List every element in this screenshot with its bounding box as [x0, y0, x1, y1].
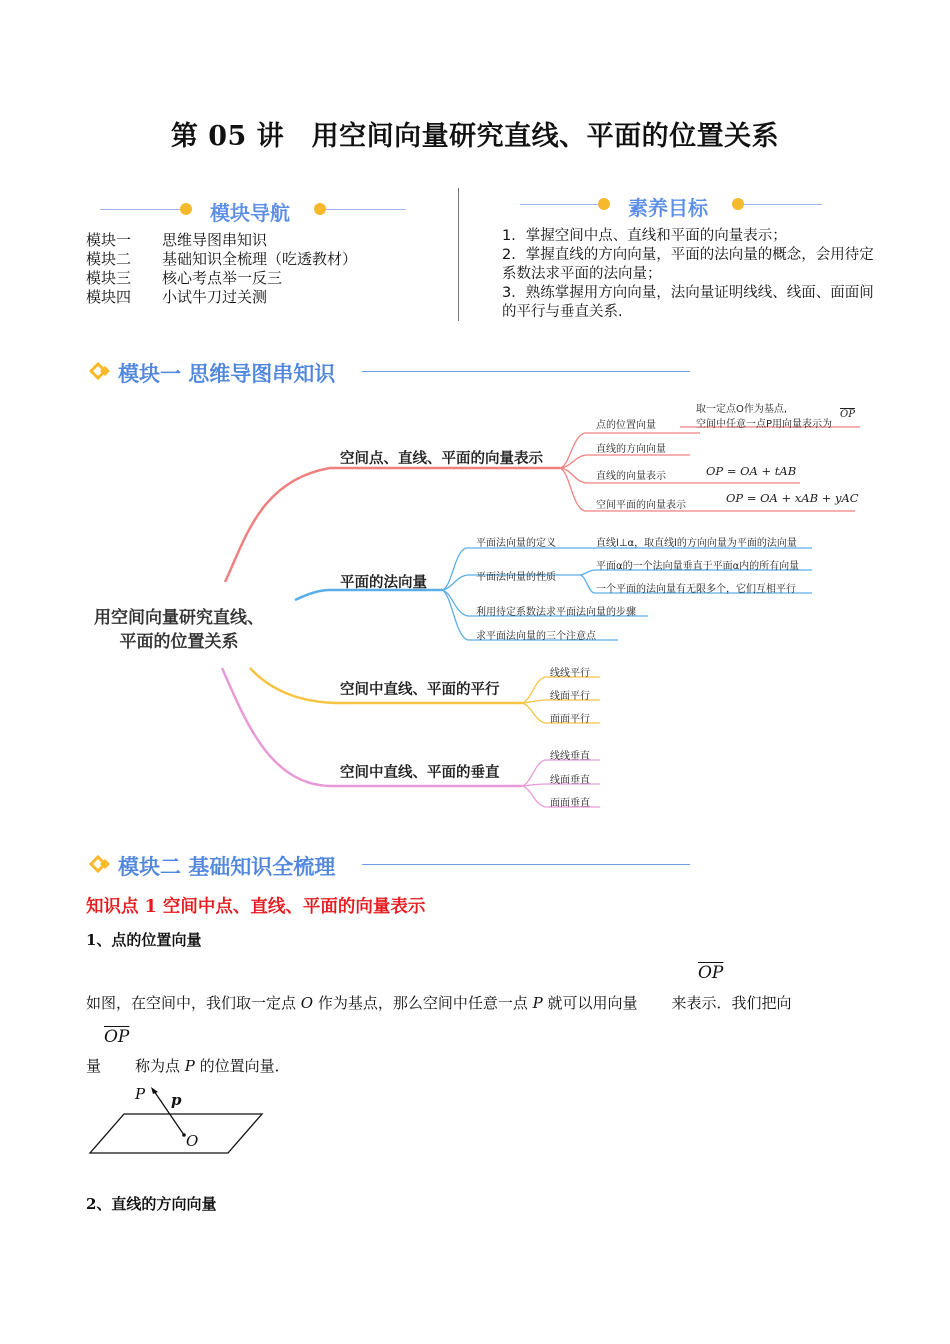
mindmap-root: 用空间向量研究直线、 平面的位置关系: [94, 608, 264, 652]
page-title: 第 05 讲 用空间向量研究直线、平面的位置关系: [170, 121, 780, 152]
goal-line: 3．熟练掌握用方向向量，法向量证明线线、线面、面面间的平行与垂直关系.: [502, 285, 874, 320]
section-heading: 2、直线的方向向量: [86, 1195, 217, 1213]
mindmap-branch-vector-representation: 空间点、直线、平面的向量表示: [340, 451, 543, 467]
module2-diamond-icon: [89, 854, 113, 874]
mindmap-formula-plane: OP = OA + xAB + yAC: [726, 491, 859, 505]
module2-header: 模块二 基础知识全梳理: [118, 855, 336, 879]
mindmap-vector-op: $\overline{OP}$: [840, 409, 855, 420]
mindmap-detail: 直线l⊥α，取直线l的方向向量为平面的法向量: [596, 538, 797, 549]
goal-line: 1．掌握空间中点、直线和平面的向量表示；: [502, 228, 787, 244]
nav-header-line-right: [326, 209, 406, 210]
goals-header: 素养目标: [628, 196, 708, 220]
mindmap-branch-normal-vector: 平面的法向量: [340, 575, 427, 591]
paragraph-line-2: 量 称为点 P 的位置向量．: [86, 1057, 290, 1075]
nav-item[interactable]: 模块二 基础知识全梳理（吃透教材）: [86, 250, 358, 268]
mindmap-leaf: 线面垂直: [550, 775, 590, 786]
module1-header: 模块一 思维导图串知识: [118, 362, 336, 386]
knowledge-point-title: 知识点 1 空间中点、直线、平面的向量表示: [86, 897, 426, 917]
mindmap-formula-line: OP = OA + tAB: [706, 464, 797, 478]
mindmap-leaf: 直线的方向向量: [596, 444, 666, 455]
goals-list: [502, 227, 882, 322]
mindmap-note: 取一定点O作为基点,: [696, 404, 788, 415]
mindmap-leaf: 线面平行: [550, 691, 590, 702]
mindmap-leaf: 平面法向量的性质: [476, 572, 556, 583]
nav-item[interactable]: 模块四 小试牛刀过关测: [86, 288, 268, 306]
mindmap-branch-parallel: 空间中直线、平面的平行: [340, 682, 500, 698]
mindmap-leaf: 空间平面的向量表示: [596, 500, 686, 511]
mindmap-leaf: 点的位置向量: [596, 420, 656, 431]
module-nav-list: [86, 231, 357, 307]
module1-header-line: [362, 371, 690, 372]
mindmap-detail: 平面α的一个法向量垂直于平面α内的所有向量: [596, 561, 800, 572]
mindmap-leaf: 平面法向量的定义: [476, 538, 556, 549]
mindmap-leaf: 面面垂直: [550, 798, 590, 809]
mindmap-leaf: 线线平行: [550, 668, 590, 679]
mindmap-leaf: 直线的向量表示: [596, 471, 666, 482]
goals-dot-left: [598, 198, 610, 210]
figure-label-p: P: [135, 1085, 146, 1103]
section-heading: 1、点的位置向量: [86, 931, 202, 949]
nav-dot-left: [180, 203, 192, 215]
figure-label-o: O: [186, 1132, 199, 1150]
nav-dot-right: [314, 203, 326, 215]
mindmap-branch-perpendicular: 空间中直线、平面的垂直: [340, 765, 500, 781]
goals-header-line-left: [520, 204, 598, 205]
mindmap-leaf: 线线垂直: [550, 751, 590, 762]
mindmap-leaf: 求平面法向量的三个注意点: [476, 631, 596, 642]
module2-header-line: [362, 864, 690, 865]
goals-dot-right: [732, 198, 744, 210]
nav-header: 模块导航: [210, 201, 290, 225]
nav-header-line-left: [100, 209, 180, 210]
vector-op-inline: $\overline{OP}$: [698, 963, 724, 983]
module1-diamond-icon: [89, 361, 113, 381]
mindmap-leaf: 面面平行: [550, 714, 590, 725]
figure-label-vector: p: [171, 1091, 182, 1109]
nav-item[interactable]: 模块三 核心考点举一反三: [86, 269, 283, 287]
mindmap-leaf: 利用待定系数法求平面法向量的步骤: [476, 607, 636, 618]
mindmap-note: 空间中任意一点P用向量表示为: [696, 419, 833, 430]
paragraph-line-1: 如图，在空间中，我们取一定点 O 作为基点，那么空间中任意一点 P 就可以用向量 来表示．我们把向: [86, 994, 792, 1012]
nav-item[interactable]: 模块一 思维导图串知识: [86, 231, 268, 249]
column-divider: [458, 188, 459, 321]
goals-header-line-right: [744, 204, 822, 205]
vector-op-inline: $\overline{OP}$: [104, 1027, 130, 1047]
mindmap-detail: 一个平面的法向量有无限多个，它们互相平行: [596, 584, 796, 595]
goal-line: 2．掌握直线的方向向量，平面的法向量的概念，会用待定系数法求平面的法向量；: [502, 247, 874, 282]
